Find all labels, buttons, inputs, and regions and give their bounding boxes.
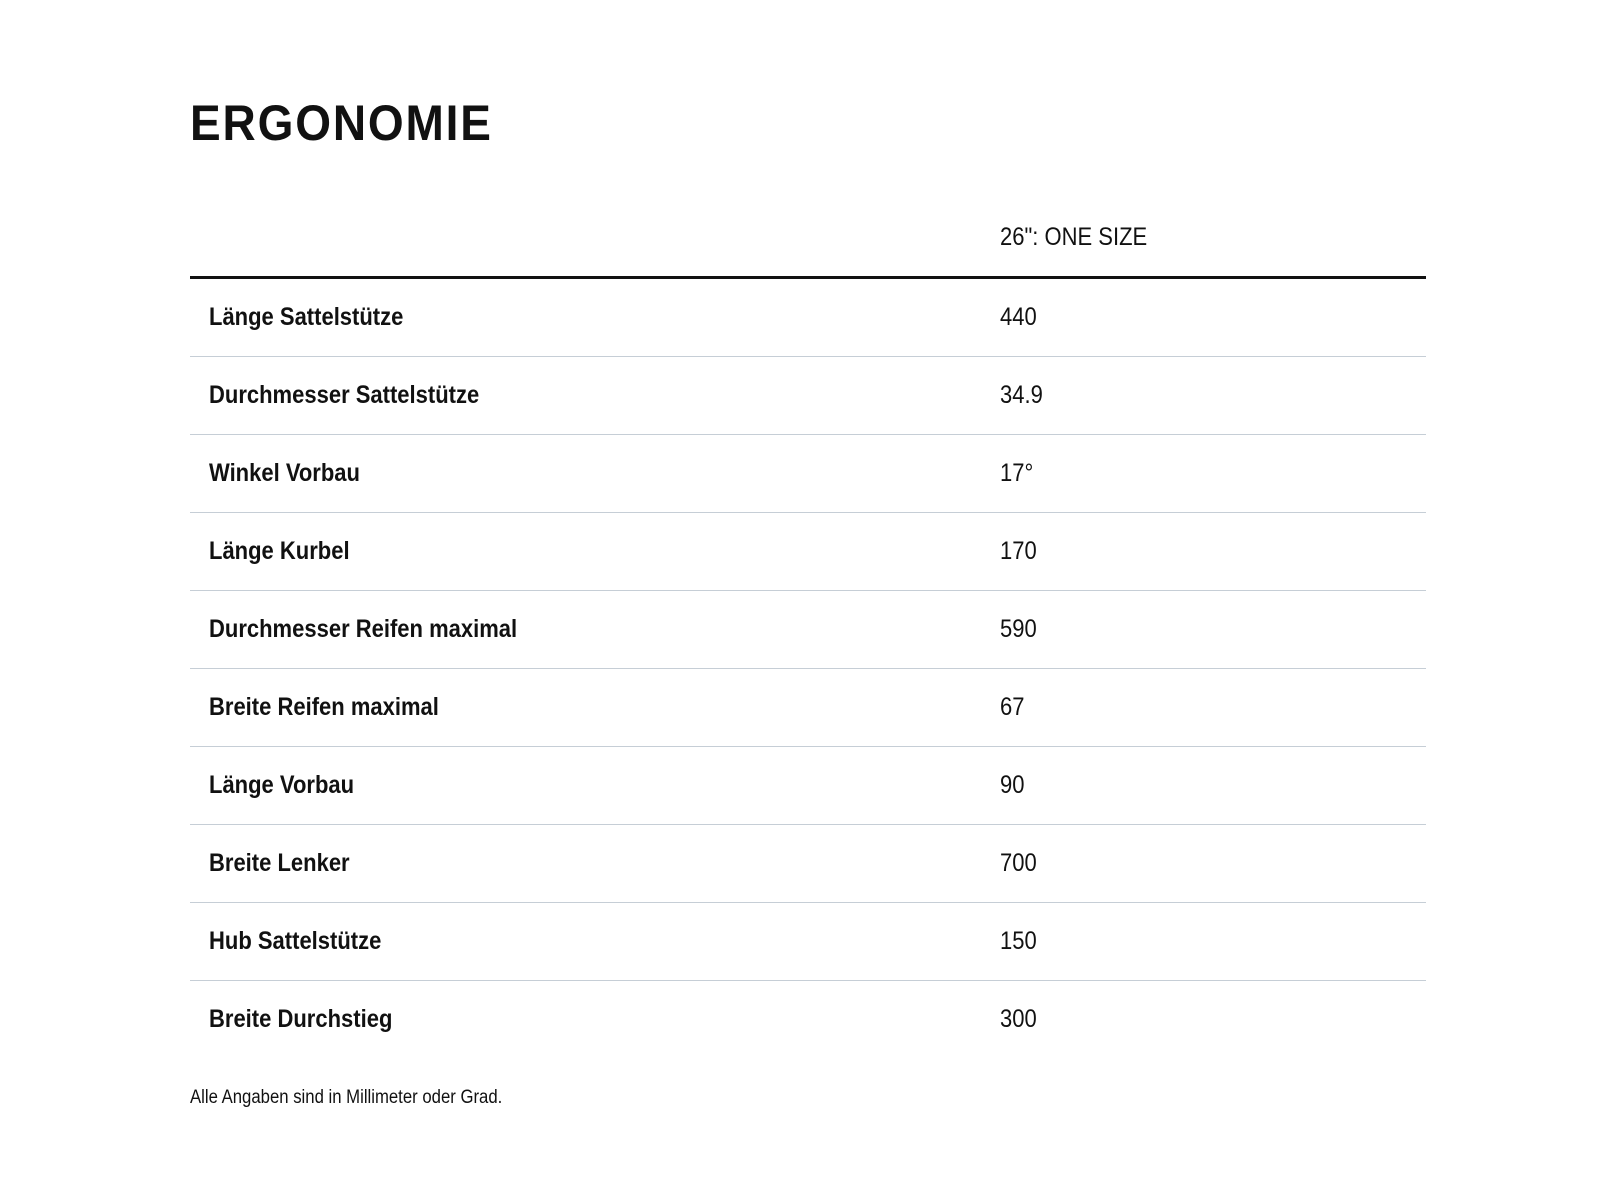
row-label-text: Hub Sattelstütze	[209, 927, 382, 955]
row-label	[190, 435, 1000, 513]
row-label	[190, 903, 1000, 981]
row-value-text: 34.9	[1000, 381, 1043, 409]
row-value-text: 440	[1000, 303, 1037, 331]
row-value	[1000, 357, 1426, 435]
table-header-row	[190, 198, 1426, 278]
row-label	[190, 981, 1000, 1059]
row-label	[190, 669, 1000, 747]
row-label-text: Länge Sattelstütze	[209, 303, 404, 331]
units-footnote	[190, 1086, 545, 1110]
row-value-text: 150	[1000, 927, 1037, 955]
row-value-text: 590	[1000, 615, 1037, 643]
row-label-text: Länge Kurbel	[209, 537, 350, 565]
row-value	[1000, 825, 1426, 903]
table-row	[190, 903, 1426, 981]
row-label-text: Breite Reifen maximal	[209, 693, 439, 721]
row-value-text: 170	[1000, 537, 1037, 565]
row-label-text: Durchmesser Reifen maximal	[209, 615, 518, 643]
table-row	[190, 747, 1426, 825]
table-row	[190, 591, 1426, 669]
row-label-text: Breite Lenker	[209, 849, 350, 877]
row-label-text: Durchmesser Sattelstütze	[209, 381, 480, 409]
row-label-text: Länge Vorbau	[209, 771, 355, 799]
row-label	[190, 747, 1000, 825]
row-value	[1000, 747, 1426, 825]
header-size-cell	[1000, 198, 1426, 278]
row-label-text: Breite Durchstieg	[209, 1005, 393, 1033]
row-value-text: 67	[1000, 693, 1025, 721]
table-row	[190, 278, 1426, 357]
row-value	[1000, 669, 1426, 747]
row-label	[190, 513, 1000, 591]
row-value	[1000, 981, 1426, 1059]
row-value	[1000, 435, 1426, 513]
row-label	[190, 825, 1000, 903]
table-row	[190, 825, 1426, 903]
row-value-text: 90	[1000, 771, 1025, 799]
table-row	[190, 357, 1426, 435]
row-value	[1000, 513, 1426, 591]
header-label-cell	[190, 198, 1000, 278]
row-value	[1000, 278, 1426, 357]
row-label	[190, 278, 1000, 357]
table-row	[190, 513, 1426, 591]
row-label	[190, 357, 1000, 435]
header-size-label: 26": ONE SIZE	[1000, 222, 1148, 251]
row-label-text: Winkel Vorbau	[209, 459, 360, 487]
table-row	[190, 669, 1426, 747]
row-value	[1000, 591, 1426, 669]
row-value-text: 700	[1000, 849, 1037, 877]
units-footnote-text: Alle Angaben sind in Millimeter oder Grad.	[190, 1087, 503, 1108]
row-label	[190, 591, 1000, 669]
table-row	[190, 981, 1426, 1059]
row-value-text: 17°	[1000, 459, 1034, 487]
table-row	[190, 435, 1426, 513]
page-title: ERGONOMIE	[190, 95, 493, 151]
row-value-text: 300	[1000, 1005, 1037, 1033]
ergonomics-table	[190, 198, 1426, 1058]
row-value	[1000, 903, 1426, 981]
